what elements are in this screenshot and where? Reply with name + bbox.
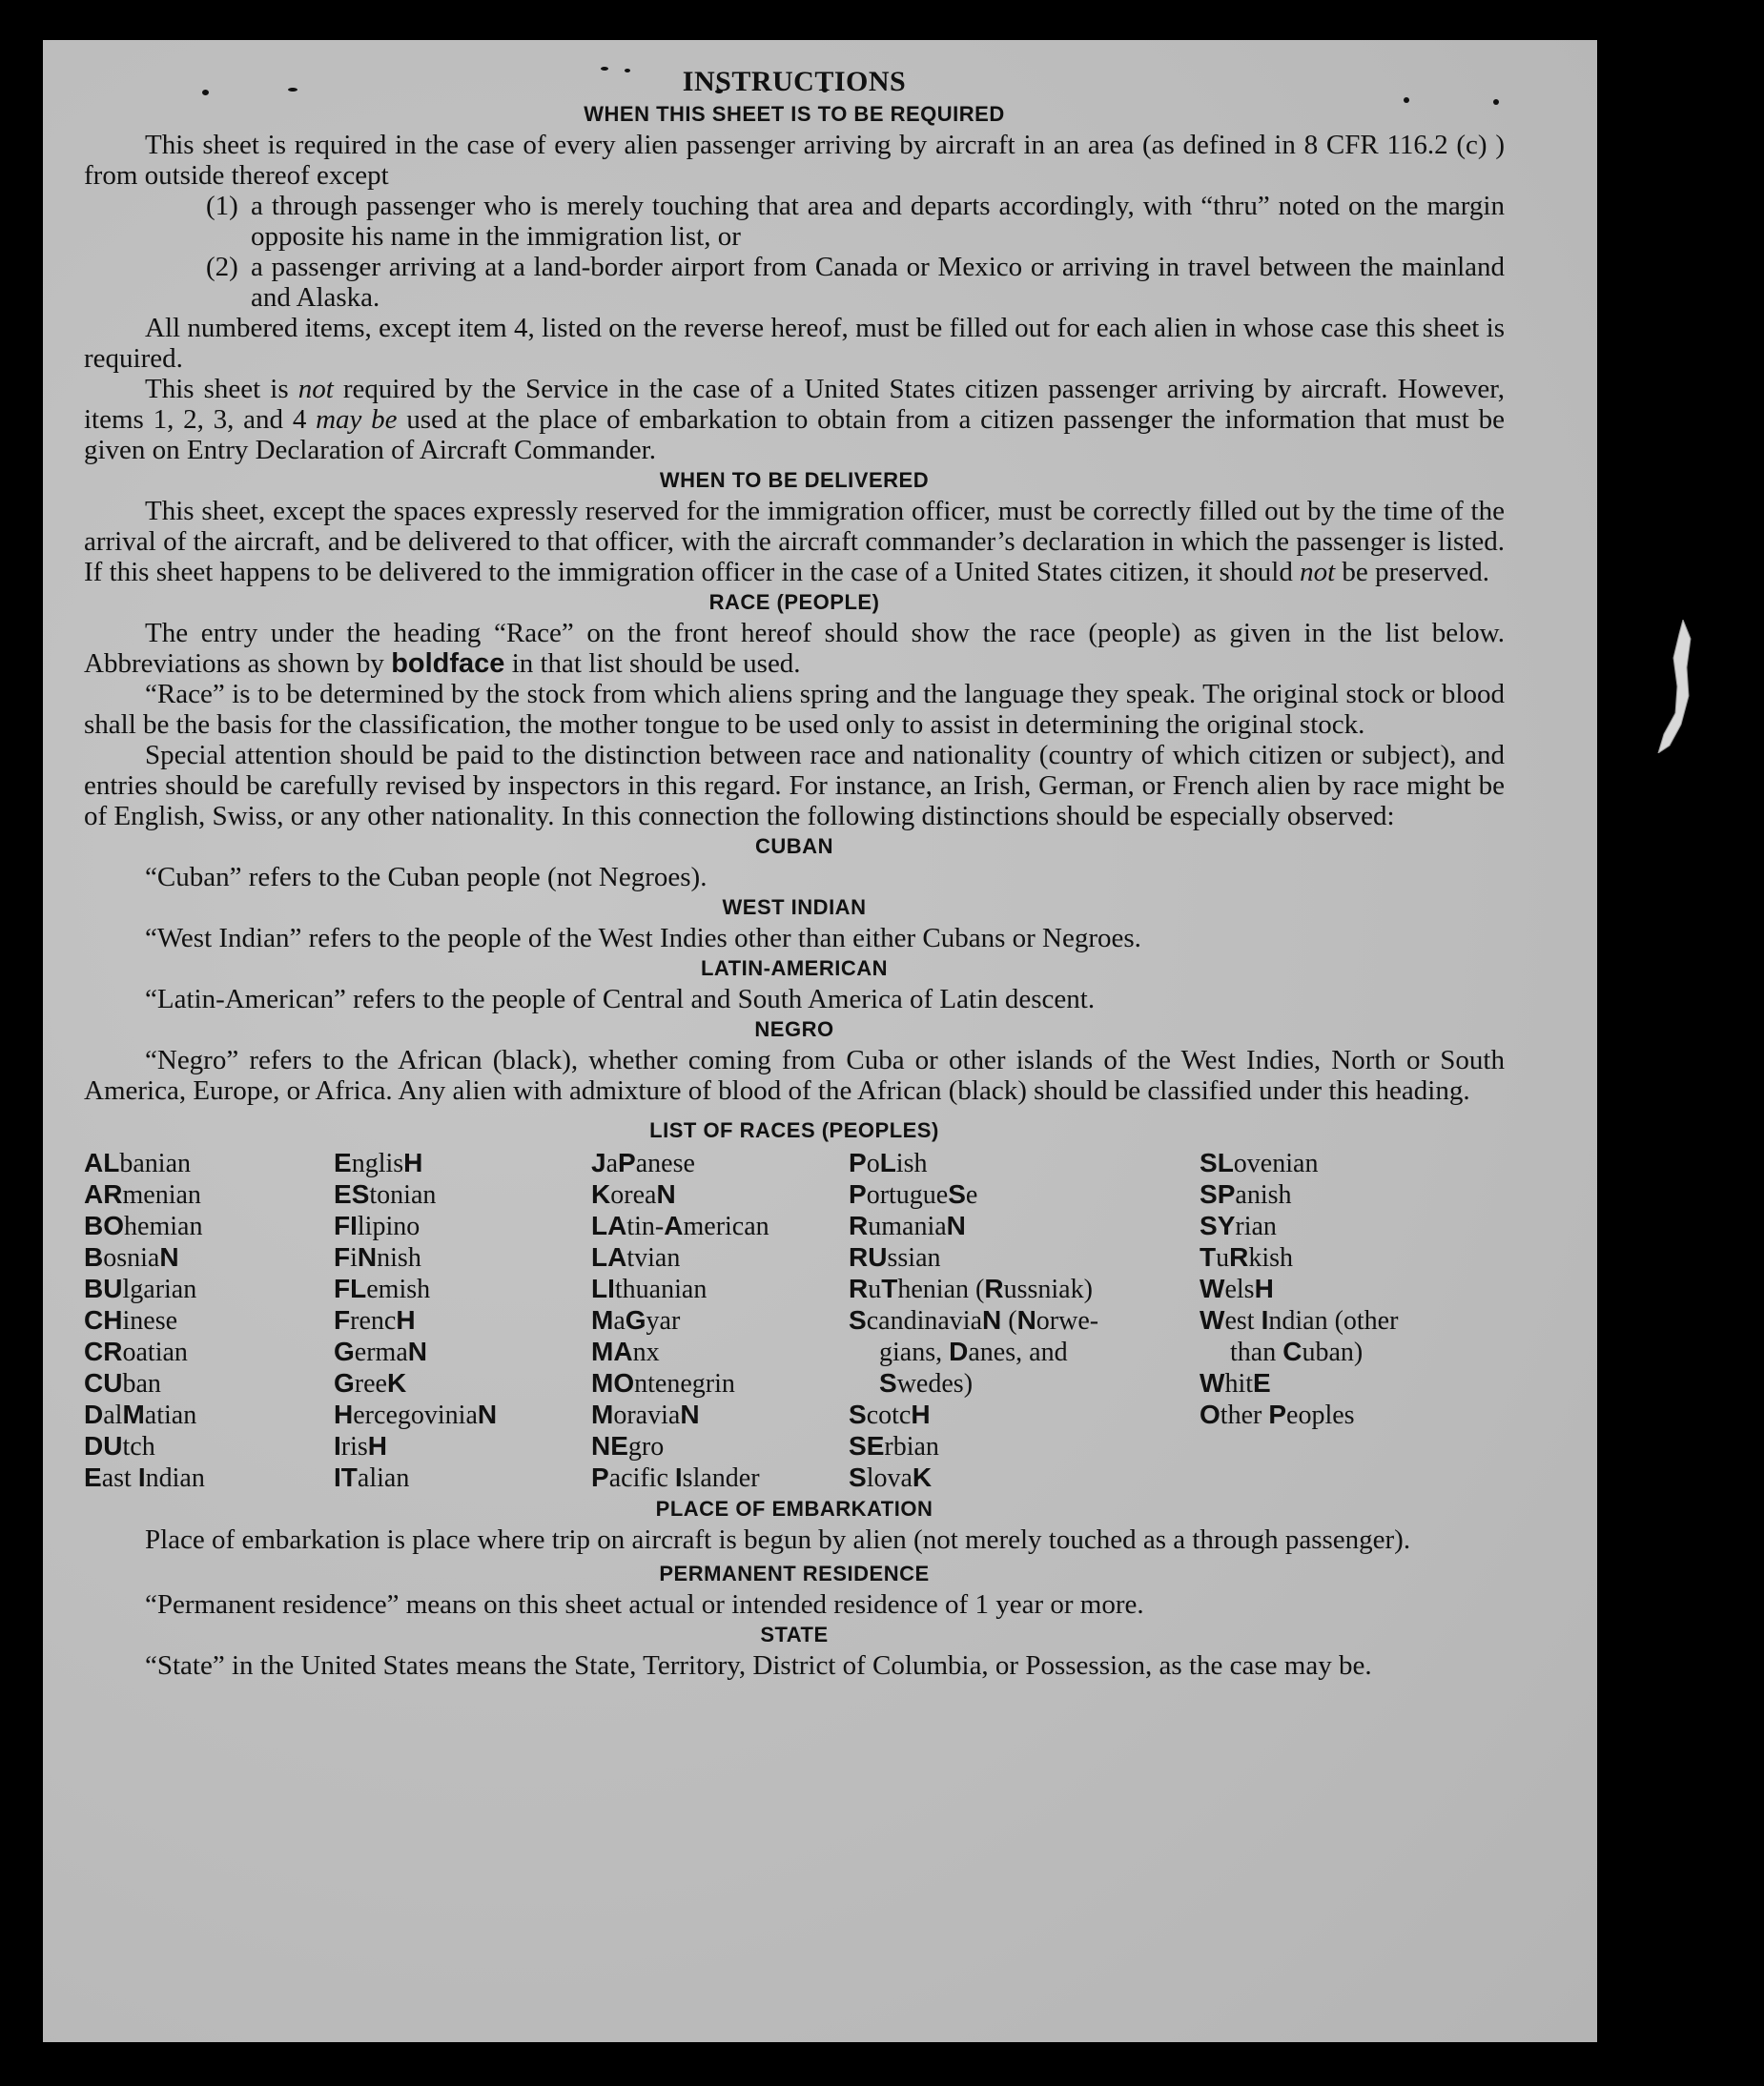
races-column [334,1148,591,1494]
paragraph [84,374,1505,465]
races-column [591,1148,849,1494]
race-entry: SLovenian [1200,1148,1319,1178]
paragraph: Place of embarkation is place where trip on aircraft is begun by alien (not merely touched as a through passenger). [145,1524,1411,1555]
race-entry: PoLish [849,1148,928,1178]
race-entry: CRoatian [84,1337,188,1367]
race-entry: LIthuanian [591,1274,708,1304]
section-heading: LIST OF RACES (PEOPLES) [649,1118,939,1142]
race-entry: ALbanian [84,1148,191,1178]
text-run: be preserved. [1335,557,1490,587]
race-entry: IrisH [334,1431,388,1462]
item-text: a through passenger who is merely touching that area and departs accordingly, with “thru” noted on the margin opposite his name in the immigration list, or [251,191,1505,252]
section-heading: RACE (PEOPLE) [708,590,880,614]
race-entry: SPanish [1200,1179,1292,1210]
definition-text: “West Indian” refers to the people of the West Indies other than either Cubans or Negroes. [145,923,1141,953]
race-entry: RumaniaN [849,1211,966,1241]
race-entry: ITalian [334,1462,410,1493]
section-when-required [84,99,1505,465]
race-entry: East Indian [84,1462,205,1493]
race-entry: SErbian [849,1431,939,1462]
race-entry: BOhemian [84,1211,203,1241]
race-entry: BUlgarian [84,1274,197,1304]
race-entry: EStonian [334,1179,437,1210]
item-number: (2) [206,252,238,282]
race-entry: WhitE [1200,1368,1271,1399]
race-entry: FrencH [334,1305,416,1336]
race-entry: MaGyar [591,1305,681,1336]
section-heading: NEGRO [754,1017,834,1041]
race-entry: MOntenegrin [591,1368,735,1399]
section-heading: STATE [760,1623,829,1646]
race-entry: MAnx [591,1337,660,1367]
section-race [84,587,1505,831]
section-when-delivered [84,465,1505,587]
race-entry-continued: Swedes) [879,1368,974,1399]
race-entry: WelsH [1200,1274,1274,1304]
race-entry: GreeK [334,1368,407,1399]
section-heading: PLACE OF EMBARKATION [655,1497,933,1521]
section-west-indian [84,892,1505,953]
paragraph [84,496,1505,587]
section-heading: WEST INDIAN [722,895,867,919]
definition-text: “Cuban” refers to the Cuban people (not Negroes). [145,862,708,892]
paper-tear-mark [1654,620,1692,753]
races-column [849,1148,1200,1494]
paragraph: “State” in the United States means the State, Territory, District of Columbia, or Possession, as the case may be. [145,1650,1372,1681]
races-column [84,1148,334,1494]
paragraph [84,618,1505,679]
page-title: INSTRUCTIONS [682,66,907,97]
section-heading: WHEN THIS SHEET IS TO BE REQUIRED [584,102,1005,126]
race-entry: MoraviaN [591,1400,700,1430]
definition-text: “Latin-American” refers to the people of Central and South America of Latin descent. [145,984,1096,1014]
race-entry: ScandinaviaN (Norwe- [849,1305,1099,1336]
section-list-of-races [84,1115,1505,1494]
instructions-content [84,65,1505,1681]
section-negro [84,1014,1505,1106]
race-entry: KoreaN [591,1179,676,1210]
emphasis: may be [316,404,398,435]
text-run: This sheet is [145,374,298,404]
item-text: a passenger arriving at a land-border airport from Canada or Mexico or arriving in travel between the mainland and Alaska. [251,252,1505,313]
bold-term: boldface [391,648,505,679]
race-entry: Other Peoples [1200,1400,1355,1430]
race-entry: HercegoviniaN [334,1400,498,1430]
race-entry: GermaN [334,1337,427,1367]
race-entry: SYrian [1200,1211,1277,1241]
race-entry: Pacific Islander [591,1462,760,1493]
section-cuban [84,831,1505,892]
numbered-item [206,191,1505,252]
race-entry: TuRkish [1200,1242,1294,1273]
race-entry-continued: than Cuban) [1230,1337,1364,1367]
section-place-of-embarkation [84,1494,1505,1555]
races-column [1200,1148,1505,1494]
races-grid [84,1148,1505,1494]
race-entry: LAtin-American [591,1211,769,1241]
section-heading: WHEN TO BE DELIVERED [659,468,930,492]
race-entry: DalMatian [84,1400,197,1430]
text-run: used at the place of embarkation to obtain from a citizen passenger the information that must be given on Entry Declaration of Aircraft Commander. [84,404,1506,465]
race-entry: CUban [84,1368,161,1399]
definition-text: “Negro” refers to the African (black), whether coming from Cuba or other islands of the West Indies, North or South America, Europe, or Africa. Any alien with admixture of blood of the African (black) should be classified under this heading. [84,1045,1505,1106]
text-run: required by the Service in the case of a United States citizen passenger arriving by aircraft. However, items 1, 2, 3, and 4 [84,374,1505,435]
section-latin-american [84,953,1505,1014]
race-entry: SlovaK [849,1462,933,1493]
race-entry: BosniaN [84,1242,179,1273]
race-entry: ScotcH [849,1400,931,1430]
race-entry: NEgro [591,1431,665,1462]
race-entry: ARmenian [84,1179,201,1210]
paragraph: This sheet is required in the case of every alien passenger arriving by aircraft in an area (as defined in 8 CFR 116.2 (c) ) from outside thereof except [84,130,1505,191]
race-entry-continued: gians, Danes, and [879,1337,1068,1367]
race-entry: RUssian [849,1242,941,1273]
race-entry: FIlipino [334,1211,420,1241]
race-entry: LAtvian [591,1242,681,1273]
paragraph: “Permanent residence” means on this sheet actual or intended residence of 1 year or more. [145,1589,1144,1620]
text-run: in that list should be used. [504,648,801,679]
text-run: This sheet, except the spaces expressly reserved for the immigration officer, must be correctly filled out by the time of the arrival of the aircraft, and be delivered to that officer, with the aircraft commander’s declaration in which the passenger is listed. If this sheet happens to be delivered to the immigration officer in the case of a United States citizen, it should [84,496,1505,587]
item-number: (1) [206,191,238,221]
race-entry: West Indian (other [1200,1305,1399,1336]
race-entry: CHinese [84,1305,178,1336]
race-entry: DUtch [84,1431,155,1462]
race-entry: EnglisH [334,1148,423,1178]
race-entry: PortugueSe [849,1179,978,1210]
section-state [84,1620,1505,1681]
race-entry: FLemish [334,1274,431,1304]
section-heading: LATIN-AMERICAN [700,956,888,980]
section-heading: PERMANENT RESIDENCE [659,1562,930,1585]
emphasis: not [1300,557,1336,587]
numbered-item [206,252,1505,313]
race-entry: FiNnish [334,1242,421,1273]
paragraph: Special attention should be paid to the distinction between race and nationality (country of which citizen or subject), and entries should be carefully revised by inspectors in this regard. For instance, an Irish, German, or French alien by race might be of English, Swiss, or any other nationality. In this connection the following distinctions should be especially observed: [84,740,1505,831]
paragraph: All numbered items, except item 4, listed on the reverse hereof, must be filled out for each alien in whose case this sheet is required. [84,313,1505,374]
race-entry: JaPanese [591,1148,695,1178]
text-run: The entry under the heading “Race” on the front hereof should show the race (people) as given in the list below. Abbreviations as shown by [84,618,1505,679]
race-entry: RuThenian (Russniak) [849,1274,1093,1304]
emphasis: not [297,374,334,404]
section-heading: CUBAN [755,834,833,858]
paragraph: “Race” is to be determined by the stock from which aliens spring and the language they speak. The original stock or blood shall be the basis for the classification, the mother tongue to be used only to assist in determining the original stock. [84,679,1505,740]
section-permanent-residence [84,1559,1505,1620]
